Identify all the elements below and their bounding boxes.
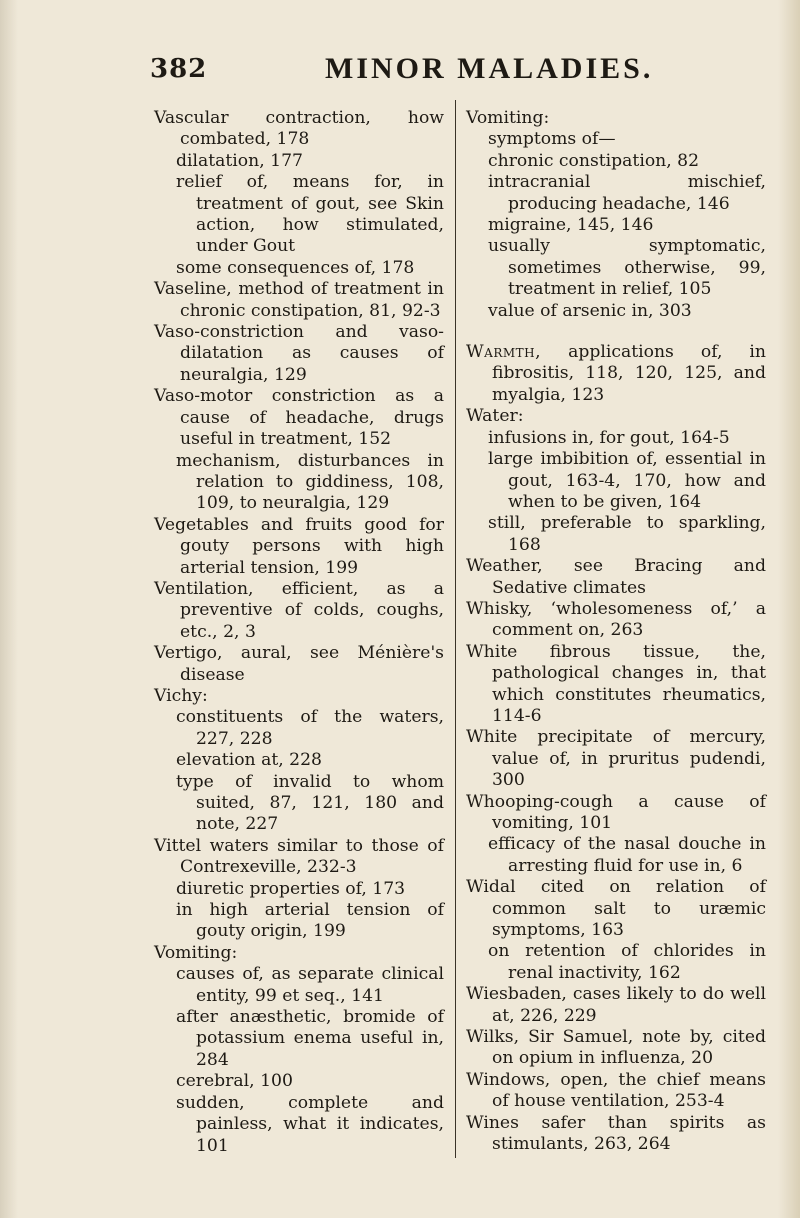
index-entry-heading: Warmth, bbox=[466, 342, 542, 363]
index-entry: Ventilation, efficient, as a preventive of colds, coughs, etc., 2, 3 bbox=[154, 578, 444, 642]
column-divider bbox=[455, 100, 456, 1158]
page-number: 382 bbox=[150, 54, 208, 84]
index-subentry: relief of, means for, in treatment of gout, see Skin action, how stimulated, under Gout bbox=[176, 172, 444, 257]
section-gap bbox=[466, 322, 766, 342]
index-entry: Vichy: bbox=[154, 685, 208, 706]
index-subentry: efficacy of the nasal douche in arresting fluid for use in, 6 bbox=[488, 834, 766, 876]
index-entry bbox=[466, 342, 766, 406]
index-subentry: usually symptomatic, sometimes otherwise, 99, treatment in relief, 105 bbox=[488, 236, 766, 300]
index-entry: Vaso-motor constriction as a cause of headache, drugs useful in treatment, 152 bbox=[154, 386, 444, 450]
index-entry: Vomiting: bbox=[154, 942, 238, 963]
index-entry: Wines safer than spirits as stimulants, 263, 264 bbox=[466, 1112, 766, 1155]
page-edge-shadow-left bbox=[0, 0, 18, 1218]
index-entry: Windows, open, the chief means of house ventilation, 253-4 bbox=[466, 1069, 766, 1112]
index-column-left bbox=[154, 108, 444, 1157]
index-entry: White precipitate of mercury, value of, in pruritus pudendi, 300 bbox=[466, 727, 766, 791]
index-subentry: sudden, complete and painless, what it indicates, 101 bbox=[176, 1092, 444, 1156]
index-subentry: on retention of chlorides in renal inactivity, 162 bbox=[488, 941, 766, 983]
index-subentry: type of invalid to whom suited, 87, 121, 180 and note, 227 bbox=[176, 771, 444, 835]
index-column-right bbox=[466, 108, 766, 1156]
index-subentry: symptoms of— bbox=[488, 129, 616, 150]
index-entry: Whooping-cough a cause of vomiting, 101 bbox=[466, 791, 766, 833]
index-subentry: migraine, 145, 146 bbox=[488, 215, 654, 236]
index-entry: Vomiting: bbox=[466, 108, 550, 128]
index-subentry: dilatation, 177 bbox=[176, 150, 303, 171]
index-entry: Water: bbox=[466, 406, 524, 427]
running-title: MINOR MALADIES. bbox=[325, 52, 654, 85]
index-subentry: value of arsenic in, 303 bbox=[488, 300, 692, 321]
index-subentry: intracranial mischief, producing headache, 146 bbox=[488, 172, 766, 214]
index-entry: Vaso-constriction and vaso-dilatation as causes of neuralgia, 129 bbox=[154, 322, 444, 385]
index-entry: Whisky, ‘wholesomeness of,’ a comment on, 263 bbox=[466, 598, 766, 641]
index-subentry: mechanism, disturbances in relation to giddiness, 108, 109, to neuralgia, 129 bbox=[176, 450, 444, 514]
index-subentry: cerebral, 100 bbox=[176, 1071, 293, 1092]
index-entry: Vaseline, method of treatment in chronic constipation, 81, 92-3 bbox=[154, 279, 444, 321]
index-subentry: some consequences of, 178 bbox=[176, 257, 415, 278]
index-subentry: diuretic properties of, 173 bbox=[176, 878, 406, 899]
index-entry: Weather, see Bracing and Sedative climates bbox=[466, 556, 766, 598]
index-entry: Vascular contraction, how combated, 178 bbox=[154, 108, 444, 150]
index-subentry: causes of, as separate clinical entity, 99 et seq., 141 bbox=[176, 964, 444, 1006]
index-entry: Wiesbaden, cases likely to do well at, 226, 229 bbox=[466, 984, 766, 1026]
index-subentry: in high arterial tension of gouty origin, 199 bbox=[176, 900, 444, 942]
index-subentry: still, preferable to sparkling, 168 bbox=[488, 513, 766, 555]
index-entry: Vittel waters similar to those of Contrexeville, 232-3 bbox=[154, 835, 444, 878]
index-subentry: constituents of the waters, 227, 228 bbox=[176, 707, 444, 749]
page-header bbox=[150, 52, 710, 96]
index-entry: Wilks, Sir Samuel, note by, cited on opium in influenza, 20 bbox=[466, 1027, 766, 1069]
index-entry: White fibrous tissue, the, pathological changes in, that which constitutes rheumatics, 114-6 bbox=[466, 641, 766, 726]
index-entry: Vertigo, aural, see Ménière's disease bbox=[154, 643, 444, 685]
index-subentry: chronic constipation, 82 bbox=[488, 150, 700, 171]
index-subentry: infusions in, for gout, 164-5 bbox=[488, 427, 730, 448]
index-subentry: after anæsthetic, bromide of potassium enema useful in, 284 bbox=[176, 1007, 444, 1070]
index-entry-text: applications of, in fibrositis, 118, 120, 125, and myalgia, 123 bbox=[492, 342, 766, 405]
index-subentry: large imbibition of, essential in gout, 163-4, 170, how and when to be given, 164 bbox=[488, 449, 766, 512]
page-edge-shadow-right bbox=[778, 0, 800, 1218]
index-entry: Vegetables and fruits good for gouty persons with high arterial tension, 199 bbox=[154, 514, 444, 578]
index-subentry: elevation at, 228 bbox=[176, 750, 322, 771]
index-entry: Widal cited on relation of common salt to uræmic symptoms, 163 bbox=[466, 877, 766, 941]
